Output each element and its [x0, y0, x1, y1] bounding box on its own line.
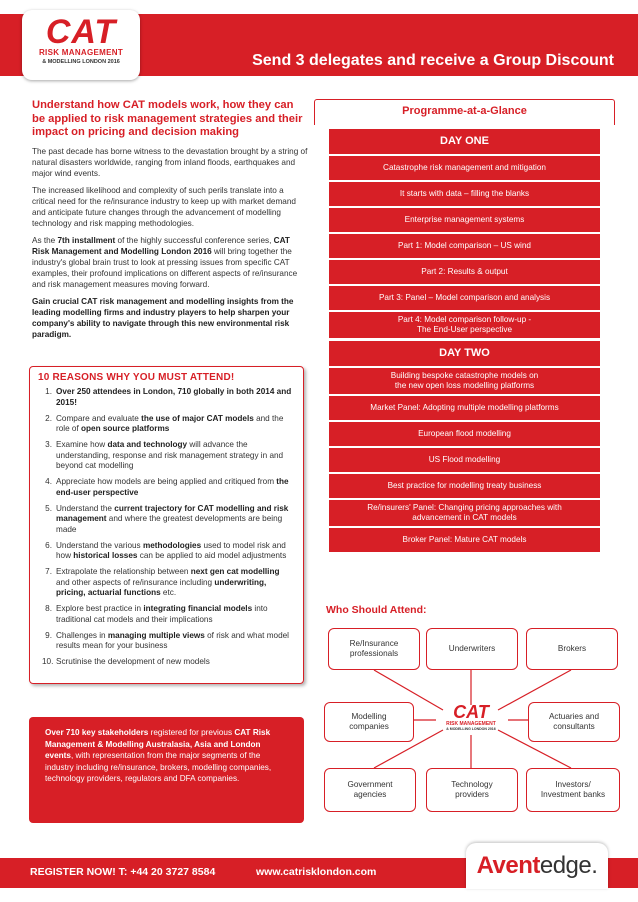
p4-bold: Gain crucial CAT risk management and modelling insights from the leading modelling firms and industry players to help sharpen your company's ability to navigate through this new environmental risk paradigm. [32, 296, 294, 339]
day-one-header: DAY ONE [329, 129, 600, 154]
logo-line2: & MODELLING LONDON 2016 [42, 59, 120, 65]
reason-text: next gen cat modelling [190, 567, 280, 576]
reason-text: managing multiple views [107, 630, 205, 640]
audience-node [528, 702, 620, 742]
audience-label: Underwriters [448, 643, 496, 653]
reason-number: 2. [45, 413, 52, 423]
audience-label: Investment banks [540, 790, 606, 799]
stakeholders-events: CAT Risk Management & Modelling Australasia, Asia and London events [45, 728, 271, 760]
reason-text: of risk and what model results mean for your business [56, 630, 290, 650]
day-two-sessions [314, 368, 615, 552]
session-item [329, 208, 600, 232]
p3-bold-event: CAT Risk Management and Modelling London 2016 [32, 235, 290, 256]
audience-label: consultants [553, 722, 595, 731]
reason-text: Over 250 attendees in London, 710 globally in both 2014 and 2015! [56, 387, 292, 407]
session-label: Market Panel: Adopting multiple modelling platforms [370, 402, 559, 412]
reason-number: 5. [45, 503, 52, 513]
reason-text: the end-user perspective [56, 477, 289, 497]
session-label: the new open loss modelling platforms [394, 381, 535, 390]
stakeholders-box [29, 717, 304, 823]
session-item [329, 368, 600, 394]
audience-node [324, 702, 414, 742]
reason-text: Explore best practice in [56, 604, 144, 613]
reason-text: etc. [160, 588, 177, 597]
reason-number: 4. [45, 477, 52, 486]
session-label: Broker Panel: Mature CAT models [402, 534, 527, 544]
reason-number: 7. [45, 567, 52, 576]
reason-number: 9. [45, 630, 52, 640]
reason-text: Challenges in [56, 630, 108, 640]
reason-text: data and technology [107, 440, 188, 449]
reason-text: into traditional cat models and their implications [56, 604, 268, 624]
reason-text: Appreciate how models are being applied and critiqued from [56, 477, 277, 486]
intro-paragraph-1: The past decade has borne witness to the devastation brought by a string of natural disasters worldwide, ranging from inland floods, earthquakes and major wind events. [32, 146, 308, 178]
reasons-list [38, 387, 295, 668]
audience-node [526, 768, 620, 812]
session-label: European flood modelling [418, 428, 511, 438]
session-item [329, 182, 600, 206]
reason-text: current trajectory for CAT modelling and risk management [56, 503, 289, 523]
reason-item [38, 567, 295, 599]
session-label: Best practice for modelling treaty business [387, 480, 542, 490]
reason-number: 6. [45, 540, 52, 550]
reason-number: 1. [45, 387, 52, 396]
reason-text: Examine how [56, 440, 108, 449]
audience-label: companies [349, 722, 389, 731]
session-label: Part 1: Model comparison – US wind [398, 240, 531, 250]
reason-text: and other aspects of re/insurance including [56, 577, 215, 587]
programme-title: Programme-at-a-Glance [402, 105, 527, 117]
reason-number: 10. [42, 657, 54, 666]
reason-text: will advance the understanding, response and risk management strategy in and beyond cat modelling [56, 440, 284, 470]
day-one-sessions [314, 156, 615, 338]
aventedge-logo [466, 843, 608, 889]
stakeholders-text: registered for previous [148, 728, 235, 737]
session-item [329, 286, 600, 310]
intro-section [32, 99, 308, 346]
intro-paragraph-3 [32, 235, 308, 290]
who-should-attend-diagram [318, 620, 618, 820]
audience-label: Brokers [557, 643, 587, 653]
session-label: US Flood modelling [428, 454, 501, 464]
p3-text: will bring together the industry's global brain trust to look at pressing issues from specific CAT examples, their profound implications on different aspects of re/insurance and risk management measures moving forward. [32, 246, 298, 289]
reason-text: Understand the various [56, 540, 143, 550]
reason-text: underwriting, pricing, actuarial functions [56, 577, 267, 597]
audience-label: agencies [353, 790, 387, 799]
intro-heading: Understand how CAT models work, how they can be applied to risk management strategies and their impact on pricing and decision making [32, 99, 303, 138]
programme-at-a-glance [314, 99, 615, 552]
session-label: Enterprise management systems [404, 214, 525, 224]
reason-item [38, 657, 295, 668]
group-discount-tagline: Send 3 delegates and receive a Group Discount [252, 52, 614, 69]
reason-text: integrating financial models [143, 604, 253, 613]
event-logo [22, 10, 140, 80]
intro-paragraph-4 [32, 296, 308, 340]
reason-text: the use of major CAT models [141, 413, 254, 423]
audience-node [426, 768, 518, 812]
reason-text: methodologies [142, 540, 202, 550]
stakeholders-text: , with representation from the major segments of the industry including re/insurance, brokers, modelling companies, technology providers, regulators and DFA companies. [45, 751, 272, 783]
session-item [329, 528, 600, 552]
register-phone[interactable]: REGISTER NOW! T: +44 20 3727 8584 [30, 866, 216, 878]
p3-text: of the highly successful conference series, [115, 235, 274, 245]
reason-item [38, 477, 295, 498]
session-item [329, 422, 600, 446]
reason-text: and the role of [56, 413, 284, 433]
stakeholders-count: Over 710 key stakeholders [45, 728, 149, 737]
audience-node [426, 628, 518, 670]
session-item [329, 156, 600, 180]
session-label: Part 3: Panel – Model comparison and analysis [378, 292, 551, 302]
session-item [329, 396, 600, 420]
reason-item [38, 541, 295, 562]
audience-label: providers [455, 790, 489, 799]
audience-label: Government [347, 779, 393, 789]
audience-label: professionals [349, 649, 399, 658]
reason-text: Scrutinise the development of new models [56, 657, 210, 666]
audience-node [328, 628, 420, 670]
audience-label: Re/Insurance [349, 638, 399, 648]
reason-text: Compare and evaluate [56, 413, 142, 423]
reason-text: Extrapolate the relationship between [56, 567, 191, 576]
reason-item [38, 387, 295, 408]
reason-item [38, 414, 295, 435]
intro-paragraph-2: The increased likelihood and complexity of such perils translate into a critical need for the re/insurance industry to keep up with market demand and anticipate future changes through the advancement of modelling technology and risk mapping methodologies. [32, 185, 296, 228]
session-label: It starts with data – filling the blanks [399, 188, 530, 198]
session-label: Part 4: Model comparison follow-up - [397, 314, 532, 324]
audience-label: Investors/ [555, 779, 591, 789]
audience-label: Actuaries and [548, 711, 600, 721]
reason-text: open source platforms [81, 424, 170, 433]
center-logo-line2: & MODELLING LONDON 2016 [446, 727, 496, 731]
session-item [329, 474, 600, 498]
logo-line1: RISK MANAGEMENT [38, 48, 124, 57]
p3-text: As the [32, 235, 58, 245]
session-label: Part 2: Results & output [421, 266, 508, 276]
session-label: Building bespoke catastrophe models on [390, 370, 539, 380]
reason-number: 3. [45, 440, 52, 449]
audience-label: Modelling [351, 711, 387, 721]
reasons-title: 10 REASONS WHY YOU MUST ATTEND! [38, 372, 235, 383]
brand-part-b: edge. [539, 852, 598, 879]
session-label: Re/insurers' Panel: Changing pricing approaches with [367, 502, 562, 512]
reasons-box [29, 366, 304, 684]
programme-title-frame [314, 99, 615, 125]
session-item [329, 260, 600, 284]
center-logo-line1: RISK MANAGEMENT [446, 721, 496, 727]
center-event-logo [426, 703, 516, 735]
audience-label: Technology [451, 779, 493, 789]
website-link[interactable]: www.catrisklondon.com [256, 866, 377, 878]
reason-text: historical losses [73, 551, 138, 560]
audience-node [526, 628, 618, 670]
reason-item [38, 440, 295, 472]
logo-cat-text: CAT [45, 13, 117, 51]
session-label: advancement in CAT models [412, 513, 517, 522]
session-item [329, 312, 600, 338]
session-label: Catastrophe risk management and mitigation [383, 162, 546, 172]
session-item [329, 448, 600, 472]
reason-number: 8. [45, 604, 52, 613]
reason-item [38, 504, 295, 536]
session-item [329, 500, 600, 526]
audience-node [324, 768, 416, 812]
reason-text: Understand the [56, 503, 115, 513]
brand-part-a: Avent [476, 852, 540, 879]
who-should-attend-title: Who Should Attend: [326, 604, 427, 616]
session-item [329, 234, 600, 258]
session-label: The End-User perspective [416, 325, 513, 334]
reason-text: and where the greatest developments are being made [56, 514, 283, 534]
reason-text: used to model risk and how [56, 540, 286, 560]
reason-text: can be applied to aid model adjustments [137, 551, 287, 560]
p3-bold-installment: 7th installment [57, 235, 116, 245]
center-logo-cat: CAT [453, 702, 489, 722]
reason-item [38, 631, 295, 652]
reason-item [38, 604, 295, 625]
day-two-header: DAY TWO [329, 341, 600, 366]
